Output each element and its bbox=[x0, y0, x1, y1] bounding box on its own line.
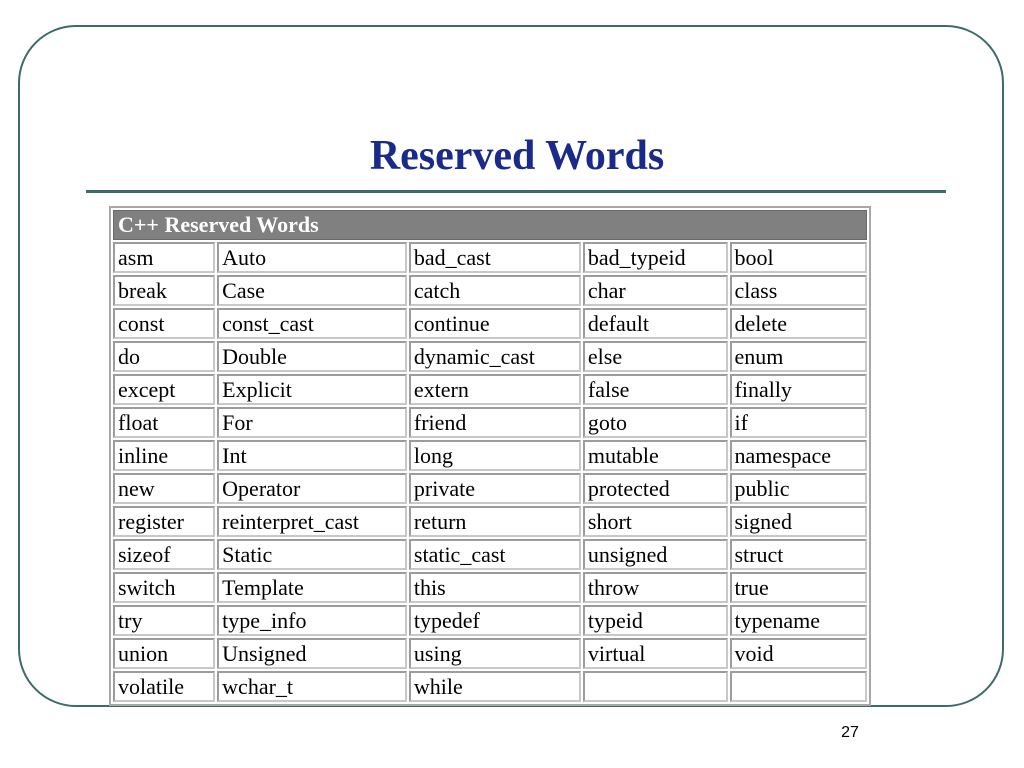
table-cell: namespace bbox=[730, 440, 868, 471]
table-cell: long bbox=[409, 440, 581, 471]
table-cell: class bbox=[730, 275, 868, 306]
table-row bbox=[113, 308, 867, 339]
reserved-words-table bbox=[109, 206, 871, 706]
table-row bbox=[113, 506, 867, 537]
table-cell: bad_cast bbox=[409, 242, 581, 273]
table-cell: const bbox=[113, 308, 215, 339]
table-cell: dynamic_cast bbox=[409, 341, 581, 372]
table-cell: volatile bbox=[113, 671, 215, 702]
table-cell: asm bbox=[113, 242, 215, 273]
table-row bbox=[113, 539, 867, 570]
table-cell: this bbox=[409, 572, 581, 603]
table-cell: catch bbox=[409, 275, 581, 306]
table-cell: using bbox=[409, 638, 581, 669]
table-cell: private bbox=[409, 473, 581, 504]
table-cell: static_cast bbox=[409, 539, 581, 570]
table-cell: virtual bbox=[583, 638, 728, 669]
table-cell: Case bbox=[217, 275, 407, 306]
table-cell: Int bbox=[217, 440, 407, 471]
table-cell: try bbox=[113, 605, 215, 636]
title-divider bbox=[86, 190, 946, 193]
table-row bbox=[113, 638, 867, 669]
table-row bbox=[113, 572, 867, 603]
table-cell: void bbox=[730, 638, 868, 669]
table-cell: new bbox=[113, 473, 215, 504]
table-cell: For bbox=[217, 407, 407, 438]
table-cell: finally bbox=[730, 374, 868, 405]
table-cell: return bbox=[409, 506, 581, 537]
table-cell bbox=[730, 671, 868, 702]
table-cell: Template bbox=[217, 572, 407, 603]
table-cell: throw bbox=[583, 572, 728, 603]
table-cell bbox=[583, 671, 728, 702]
table-cell: except bbox=[113, 374, 215, 405]
table-cell: continue bbox=[409, 308, 581, 339]
table-cell: const_cast bbox=[217, 308, 407, 339]
table-cell: short bbox=[583, 506, 728, 537]
table-cell: goto bbox=[583, 407, 728, 438]
table-cell: Explicit bbox=[217, 374, 407, 405]
table-cell: do bbox=[113, 341, 215, 372]
table-cell: struct bbox=[730, 539, 868, 570]
table-cell: false bbox=[583, 374, 728, 405]
table-cell: inline bbox=[113, 440, 215, 471]
table-cell: unsigned bbox=[583, 539, 728, 570]
table-cell: bool bbox=[730, 242, 868, 273]
page-number: 27 bbox=[841, 724, 859, 741]
table-cell: Operator bbox=[217, 473, 407, 504]
table-row bbox=[113, 407, 867, 438]
table-cell: mutable bbox=[583, 440, 728, 471]
table-cell: Unsigned bbox=[217, 638, 407, 669]
table-cell: wchar_t bbox=[217, 671, 407, 702]
table-row bbox=[113, 473, 867, 504]
table-cell: Double bbox=[217, 341, 407, 372]
table-cell: typedef bbox=[409, 605, 581, 636]
table-row bbox=[113, 275, 867, 306]
table-cell: true bbox=[730, 572, 868, 603]
table-row bbox=[113, 671, 867, 702]
table-cell: char bbox=[583, 275, 728, 306]
table-cell: if bbox=[730, 407, 868, 438]
table-cell: register bbox=[113, 506, 215, 537]
table-row bbox=[113, 341, 867, 372]
table-cell: extern bbox=[409, 374, 581, 405]
table-row bbox=[113, 440, 867, 471]
table-cell: else bbox=[583, 341, 728, 372]
table-cell: type_info bbox=[217, 605, 407, 636]
table-row bbox=[113, 374, 867, 405]
table-cell: Static bbox=[217, 539, 407, 570]
table-cell: float bbox=[113, 407, 215, 438]
table-cell: Auto bbox=[217, 242, 407, 273]
table-cell: union bbox=[113, 638, 215, 669]
table-cell: break bbox=[113, 275, 215, 306]
table-cell: signed bbox=[730, 506, 868, 537]
table-cell: default bbox=[583, 308, 728, 339]
table-cell: delete bbox=[730, 308, 868, 339]
table-row bbox=[113, 605, 867, 636]
table-caption: C++ Reserved Words bbox=[113, 210, 867, 240]
table-cell: protected bbox=[583, 473, 728, 504]
table-cell: sizeof bbox=[113, 539, 215, 570]
slide-title: Reserved Words bbox=[369, 133, 665, 179]
table-cell: reinterpret_cast bbox=[217, 506, 407, 537]
table-cell: friend bbox=[409, 407, 581, 438]
table-cell: public bbox=[730, 473, 868, 504]
table-cell: enum bbox=[730, 341, 868, 372]
table-cell: while bbox=[409, 671, 581, 702]
table-cell: switch bbox=[113, 572, 215, 603]
table-cell: typeid bbox=[583, 605, 728, 636]
table-cell: bad_typeid bbox=[583, 242, 728, 273]
table-cell: typename bbox=[730, 605, 868, 636]
table-row bbox=[113, 242, 867, 273]
